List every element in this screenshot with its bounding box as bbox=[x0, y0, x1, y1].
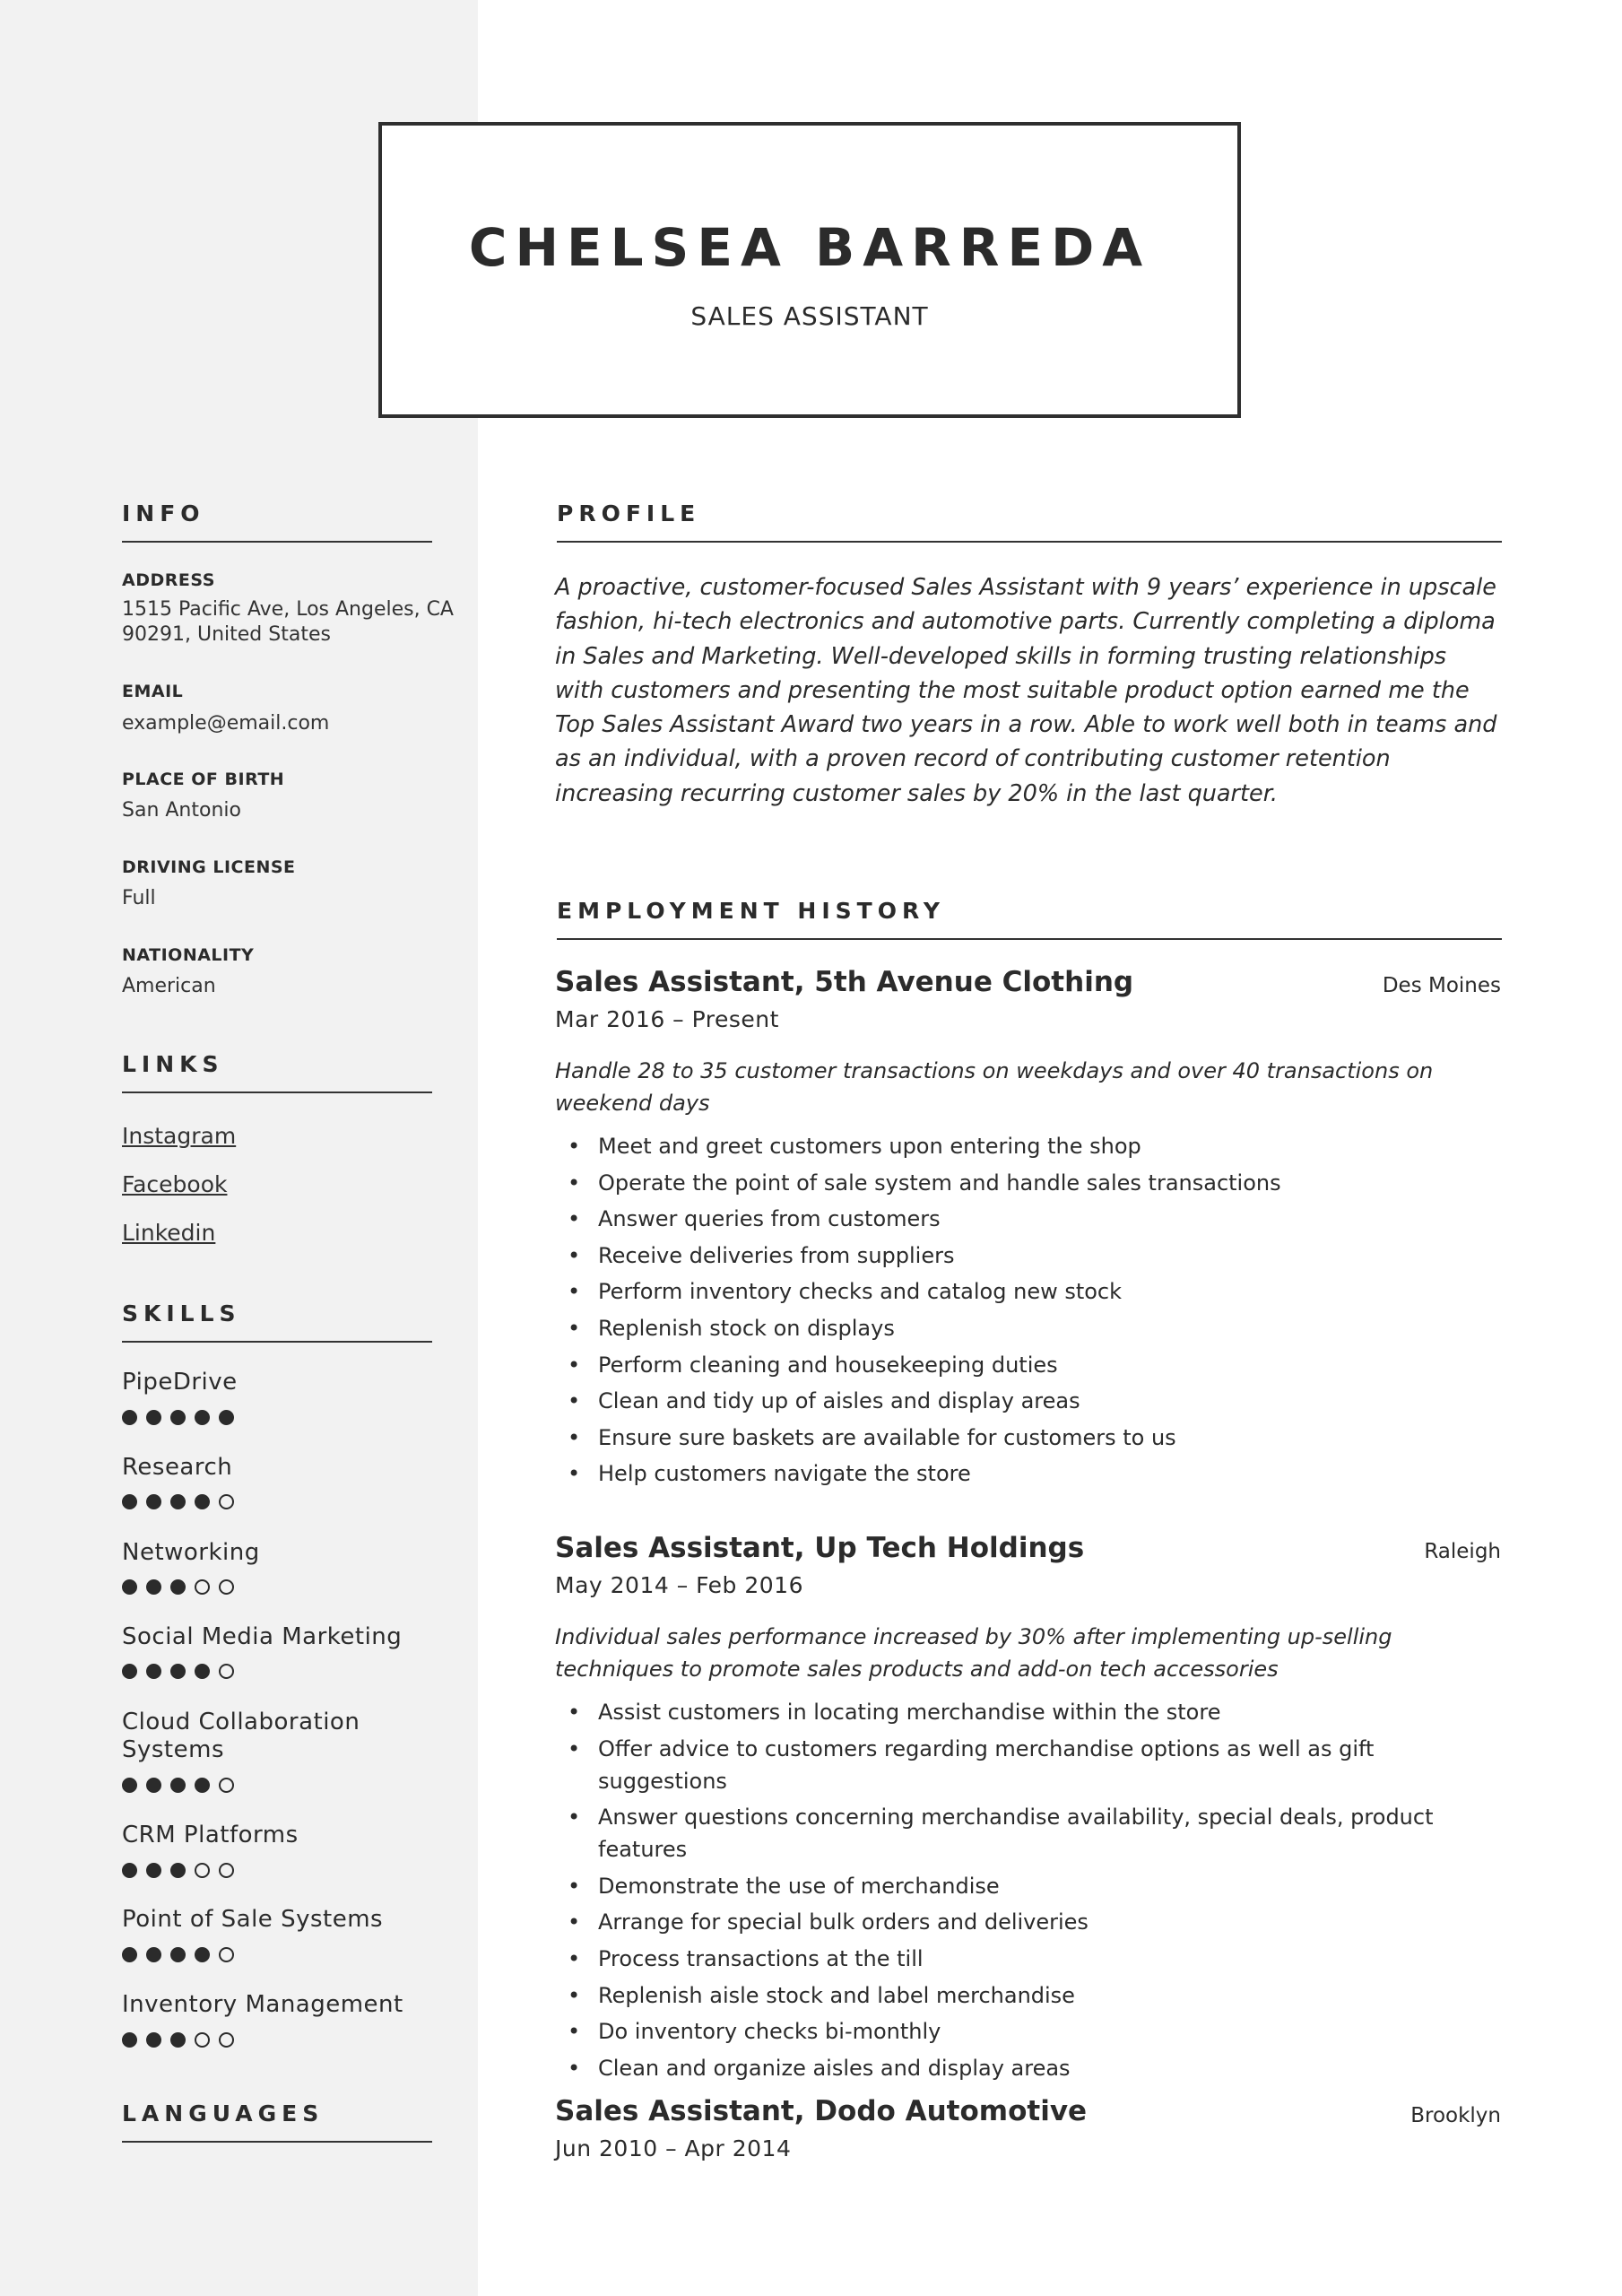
job-title: Sales Assistant, Dodo Automotive bbox=[555, 2095, 1088, 2127]
skill-dot-filled bbox=[146, 2032, 161, 2048]
skill-dot-empty bbox=[219, 1494, 234, 1509]
job-bullet: • Help customers navigate the store bbox=[555, 1457, 1505, 1490]
skill-dot-filled bbox=[195, 1664, 210, 1679]
skill-dot-filled bbox=[122, 2032, 137, 2048]
job-bullet: • Arrange for special bulk orders and deliveries bbox=[555, 1906, 1505, 1938]
skill-dot-filled bbox=[170, 1664, 186, 1679]
profile-heading: PROFILE bbox=[557, 500, 1502, 543]
job-bullet: • Receive deliveries from suppliers bbox=[555, 1239, 1505, 1272]
job-bullet: • Meet and greet customers upon entering the shop bbox=[555, 1130, 1505, 1162]
skill-dot-filled bbox=[195, 1410, 210, 1425]
skill-dot-filled bbox=[146, 1947, 161, 1962]
skill-rating bbox=[122, 1410, 234, 1425]
skill-dot-filled bbox=[146, 1579, 161, 1595]
skill-dot-filled bbox=[146, 1863, 161, 1878]
skill-dot-filled bbox=[170, 1494, 186, 1509]
job-title: Sales Assistant, 5th Avenue Clothing bbox=[555, 966, 1134, 998]
job-bullet: • Do inventory checks bi-monthly bbox=[555, 2015, 1505, 2048]
skill-rating bbox=[122, 1947, 234, 1962]
skill-dot-filled bbox=[146, 1778, 161, 1793]
skill-name: CRM Platforms bbox=[122, 1822, 299, 1848]
skill-rating bbox=[122, 1863, 234, 1878]
birthplace-value: San Antonio bbox=[122, 799, 241, 822]
skill-dot-filled bbox=[122, 1863, 137, 1878]
skill-dot-filled bbox=[122, 1664, 137, 1679]
skill-rating bbox=[122, 1494, 234, 1509]
job-bullet: • Answer queries from customers bbox=[555, 1203, 1505, 1235]
header-name-box bbox=[378, 122, 1241, 418]
skill-name: Point of Sale Systems bbox=[122, 1906, 384, 1933]
skill-name: Cloud Collaboration Systems bbox=[122, 1709, 360, 1763]
job-bullet: • Process transactions at the till bbox=[555, 1943, 1505, 1975]
skill-dot-filled bbox=[170, 1410, 186, 1425]
skills-heading: SKILLS bbox=[122, 1300, 432, 1343]
link-facebook[interactable]: Facebook bbox=[122, 1171, 228, 1197]
job-city: Des Moines bbox=[1382, 974, 1501, 997]
skill-dot-filled bbox=[146, 1410, 161, 1425]
skill-dot-filled bbox=[170, 1947, 186, 1962]
link-instagram[interactable]: Instagram bbox=[122, 1123, 237, 1149]
skill-dot-empty bbox=[219, 1863, 234, 1878]
skill-dot-filled bbox=[170, 2032, 186, 2048]
address-value: 1515 Pacific Ave, Los Angeles, CA 90291, United States bbox=[122, 598, 454, 646]
skill-dot-empty bbox=[219, 1947, 234, 1962]
skill-dot-filled bbox=[195, 1778, 210, 1793]
job-summary: Individual sales performance increased by 30% after implementing up-selling techniques to promote sales products and add-on tech accessories bbox=[555, 1624, 1392, 1682]
job-bullet: • Offer advice to customers regarding merchandise options as well as gift suggestions bbox=[555, 1733, 1505, 1797]
skill-name: PipeDrive bbox=[122, 1369, 238, 1396]
skill-dot-empty bbox=[219, 1778, 234, 1793]
languages-heading: LANGUAGES bbox=[122, 2100, 432, 2143]
link-linkedin[interactable]: Linkedin bbox=[122, 1220, 216, 1246]
skill-name: Research bbox=[122, 1454, 233, 1481]
job-bullet: • Assist customers in locating merchandise within the store bbox=[555, 1696, 1505, 1728]
email-label: EMAIL bbox=[122, 682, 184, 701]
skill-dot-filled bbox=[122, 1410, 137, 1425]
skill-dot-filled bbox=[170, 1863, 186, 1878]
job-title: Sales Assistant, Up Tech Holdings bbox=[555, 1532, 1085, 1564]
address-label: ADDRESS bbox=[122, 570, 215, 590]
nationality-value: American bbox=[122, 975, 216, 997]
job-city: Brooklyn bbox=[1410, 2104, 1501, 2127]
skill-name: Networking bbox=[122, 1539, 260, 1566]
job-bullet: • Answer questions concerning merchandise availability, special deals, product features bbox=[555, 1801, 1505, 1866]
job-bullet-list bbox=[555, 1696, 1505, 2088]
job-bullet: • Demonstrate the use of merchandise bbox=[555, 1870, 1505, 1902]
job-bullet-list bbox=[555, 1130, 1505, 1494]
skill-rating bbox=[122, 1778, 234, 1793]
job-bullet: • Clean and organize aisles and display areas bbox=[555, 2052, 1505, 2084]
job-bullet: • Perform cleaning and housekeeping duties bbox=[555, 1349, 1505, 1381]
skill-dot-filled bbox=[122, 1494, 137, 1509]
skill-dot-filled bbox=[146, 1494, 161, 1509]
profile-text: A proactive, customer-focused Sales Assistant with 9 years’ experience in upscale fashion, hi-tech electronics and automotive parts. Currently completing a diploma in Sales and Marketing. Well-developed skills in forming trusting relationships with customers and presenting the most suitable product option earned me the Top Sales Assistant Award two years in a row. Able to work well both in teams and as an individual, with a proven record of contributing customer retention increasing recurring customer sales by 20% in the last quarter. bbox=[555, 574, 1497, 807]
links-heading: LINKS bbox=[122, 1051, 432, 1093]
job-bullet: • Ensure sure baskets are available for customers to us bbox=[555, 1422, 1505, 1454]
job-dates: Jun 2010 – Apr 2014 bbox=[555, 2135, 792, 2161]
info-heading: INFO bbox=[122, 500, 432, 543]
nationality-label: NATIONALITY bbox=[122, 945, 255, 965]
job-bullet: • Replenish stock on displays bbox=[555, 1312, 1505, 1344]
job-dates: May 2014 – Feb 2016 bbox=[555, 1572, 803, 1598]
skill-dot-filled bbox=[195, 1494, 210, 1509]
skill-rating bbox=[122, 1579, 234, 1595]
skill-name: Inventory Management bbox=[122, 1991, 403, 2018]
candidate-title: SALES ASSISTANT bbox=[690, 301, 929, 331]
birthplace-label: PLACE OF BIRTH bbox=[122, 770, 285, 789]
email-value: example@email.com bbox=[122, 712, 330, 735]
job-bullet: • Perform inventory checks and catalog new stock bbox=[555, 1275, 1505, 1308]
skill-dot-empty bbox=[219, 2032, 234, 2048]
candidate-name: CHELSEA BARREDA bbox=[468, 217, 1151, 278]
driving-license-label: DRIVING LICENSE bbox=[122, 857, 296, 877]
skill-name: Social Media Marketing bbox=[122, 1623, 403, 1650]
skill-rating bbox=[122, 1664, 234, 1679]
skill-rating bbox=[122, 2032, 234, 2048]
employment-heading: EMPLOYMENT HISTORY bbox=[557, 898, 1502, 940]
skill-dot-filled bbox=[122, 1778, 137, 1793]
driving-license-value: Full bbox=[122, 887, 156, 909]
skill-dot-empty bbox=[195, 2032, 210, 2048]
skill-dot-filled bbox=[219, 1410, 234, 1425]
skill-dot-empty bbox=[195, 1863, 210, 1878]
skill-dot-filled bbox=[122, 1579, 137, 1595]
skill-dot-empty bbox=[219, 1664, 234, 1679]
job-bullet: • Operate the point of sale system and handle sales transactions bbox=[555, 1167, 1505, 1199]
skill-dot-filled bbox=[122, 1947, 137, 1962]
skill-dot-filled bbox=[195, 1947, 210, 1962]
job-bullet: • Replenish aisle stock and label merchandise bbox=[555, 1979, 1505, 2012]
job-bullet: • Clean and tidy up of aisles and display areas bbox=[555, 1385, 1505, 1417]
skill-dot-filled bbox=[146, 1664, 161, 1679]
skill-dot-filled bbox=[170, 1579, 186, 1595]
skill-dot-filled bbox=[170, 1778, 186, 1793]
job-dates: Mar 2016 – Present bbox=[555, 1006, 779, 1032]
skill-dot-empty bbox=[195, 1579, 210, 1595]
job-summary: Handle 28 to 35 customer transactions on weekdays and over 40 transactions on weekend days bbox=[555, 1058, 1434, 1116]
skill-dot-empty bbox=[219, 1579, 234, 1595]
job-city: Raleigh bbox=[1424, 1540, 1501, 1563]
